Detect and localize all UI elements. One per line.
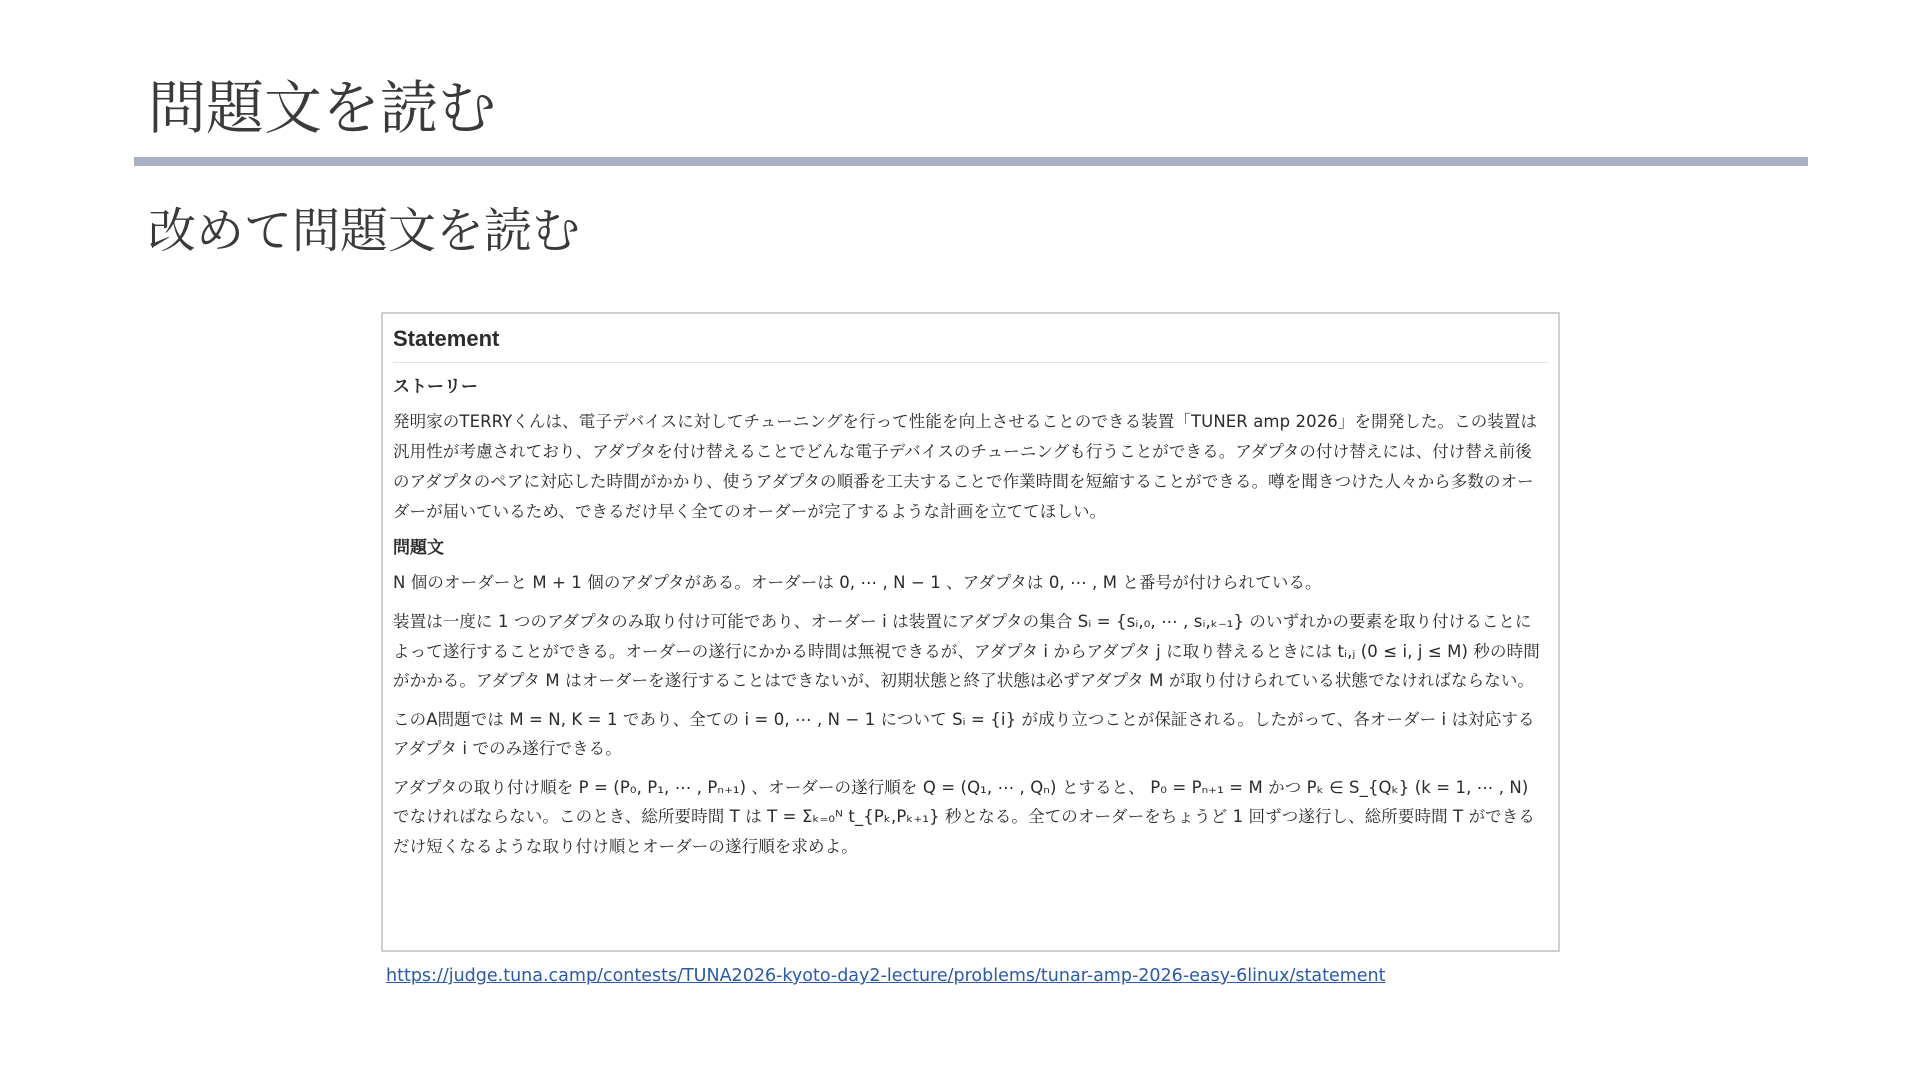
slide-title: 問題文を読む — [148, 74, 497, 142]
statement-link[interactable]: https://judge.tuna.camp/contests/TUNA2026-kyoto-day2-lecture/problems/tunar-amp-2026-easy-6linux/statement — [386, 966, 1386, 986]
problem-paragraph: アダプタの取り付け順を P = (P₀, P₁, ⋯ , Pₙ₊₁) 、オーダーの遂行順を Q = (Q₁, ⋯ , Qₙ) とすると、 P₀ = Pₙ₊₁ = M かつ Pₖ ∈ S_{Qₖ} (k = 1, ⋯ , N) でなければならない。このとき、総所要時間 T は T = Σₖ₌₀ᴺ t_{Pₖ,Pₖ₊₁} 秒となる。全てのオーダーをちょうど 1 回ずつ遂行し、総所要時間 T ができるだけ短くなるような取り付け順とオーダーの遂行順を求めよ。 — [393, 777, 1535, 856]
problem-heading: 問題文 — [393, 538, 444, 558]
problem-paragraph: N 個のオーダーと M + 1 個のアダプタがある。オーダーは 0, ⋯ , N − 1 、アダプタは 0, ⋯ , M と番号が付けられている。 — [393, 573, 1322, 592]
problem-paragraph: 装置は一度に 1 つのアダプタのみ取り付け可能であり、オーダー i は装置にアダプタの集合 Sᵢ = {sᵢ,₀, ⋯ , sᵢ,ₖ₋₁} のいずれかの要素を取り付けることによって遂行することができる。オーダーの遂行にかかる時間は無視できるが、アダプタ i からアダプタ j に取り替えるときには tᵢ,ⱼ (0 ≤ i, j ≤ M) 秒の時間がかかる。アダプタ M はオーダーを遂行することはできないが、初期状態と終了状態は必ずアダプタ M が取り付けられている状態でなければならない。 — [393, 612, 1540, 690]
problem-statement-screenshot — [381, 312, 1560, 952]
statement-heading: Statement — [393, 324, 1548, 363]
slide-subtitle: 改めて問題文を読む — [148, 203, 581, 259]
story-text: 発明家のTERRYくんは、電子デバイスに対してチューニングを行って性能を向上させることのできる装置「TUNER amp 2026」を開発した。この装置は汎用性が考慮されており、アダプタを付け替えることでどんな電子デバイスのチューニングも行うことができる。アダプタの付け替えには、付け替え前後のアダプタのペアに対応した時間がかかり、使うアダプタの順番を工夫することで作業時間を短縮することができる。噂を聞きつけた人々から多数のオーダーが届いているため、できるだけ早く全てのオーダーが完了するような計画を立ててほしい。 — [393, 412, 1538, 521]
story-heading: ストーリー — [393, 377, 478, 397]
title-divider — [134, 157, 1808, 166]
problem-paragraph: このA問題では M = N, K = 1 であり、全ての i = 0, ⋯ , N − 1 について Sᵢ = {i} が成り立つことが保証される。したがって、各オーダー i は対応するアダプタ i でのみ遂行できる。 — [393, 709, 1535, 758]
